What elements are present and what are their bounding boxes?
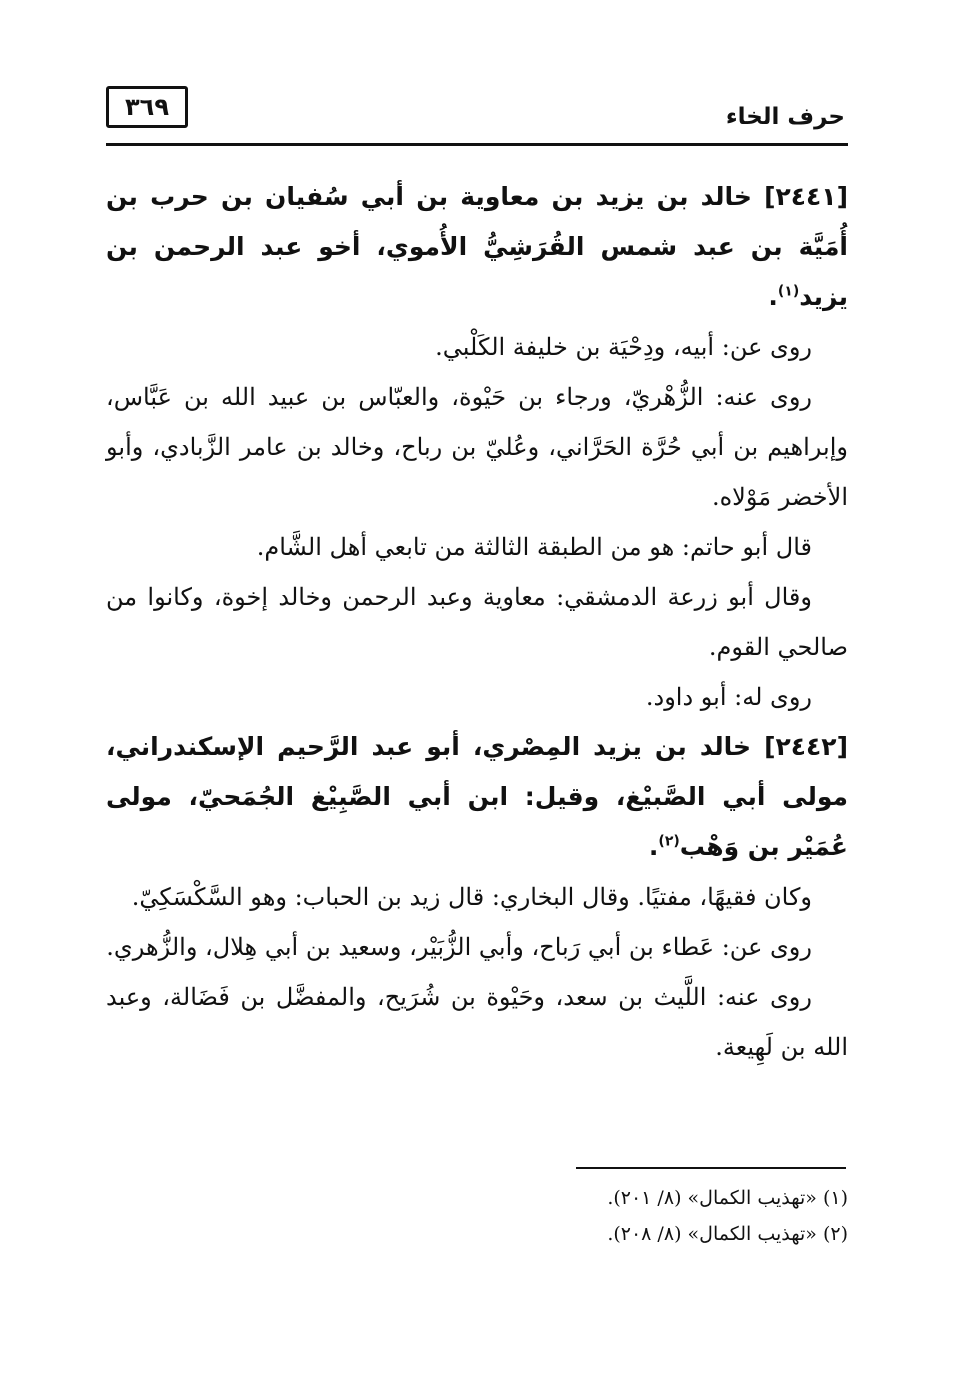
header-divider — [106, 143, 848, 146]
footnote: (٢) «تهذيب الكمال» (٨/ ٢٠٨). — [607, 1223, 848, 1245]
entry-heading — [106, 172, 848, 322]
entry-heading-text: [٢٤٤٢] خالد بن يزيد المِصْري، أبو عبد الرَّحيم الإسكندراني، مولى أبي الصَّبيْغ، وقيل: ابن أبي الصَّبِيْغ الجُمَحيّ، مولى عُمَيْر بن وَهْب — [106, 732, 848, 861]
paragraph: روى عن: أبيه، ودِحْيَة بن خليفة الكَلْبي. — [435, 333, 812, 361]
paragraph: روى له: أبو داود. — [645, 683, 812, 711]
paragraph: وقال أبو زرعة الدمشقي: معاوية وعبد الرحمن وخالد إخوة، وكانوا من صالحي القوم. — [106, 583, 848, 661]
entry-heading-text: [٢٤٤١] خالد بن يزيد بن معاوية بن أبي سُفيان بن حرب بن أُمَيَّة بن عبد شمس القُرَشِيُّ الأُموي، أخو عبد الرحمن بن يزيد — [106, 182, 848, 311]
main-text — [106, 172, 848, 1072]
heading-end: . — [768, 282, 778, 311]
paragraph: روى عنه: اللَّيث بن سعد، وحَيْوة بن شُرَيح، والمفضَّل بن فَضَالة، وعبد الله بن لَهِيعة. — [106, 983, 848, 1061]
footnote-marker: (١) — [777, 283, 800, 300]
paragraph: روى عنه: الزُّهْريّ، ورجاء بن حَيْوة، والعبّاس بن عبيد الله بن عَبَّاس، وإبراهيم بن أبي حُرَّة الحَرَّاني، وعُليّ بن رباح، وخالد بن عامر الزَّبادي، وأبو الأخضر مَوْلاه. — [106, 383, 848, 511]
paragraph: وكان فقيهًا، مفتيًا. وقال البخاري: قال زيد بن الحباب: وهو السَّكْسَكِيّ. — [131, 883, 812, 911]
heading-end: . — [648, 832, 659, 861]
entry-heading — [106, 722, 848, 872]
running-head: حرف الخاء — [725, 104, 845, 130]
entry-2442 — [106, 722, 848, 1072]
footnote-marker: (٢) — [658, 833, 680, 850]
footnotes — [106, 1180, 848, 1252]
paragraph: قال أبو حاتم: هو من الطبقة الثالثة من تابعي أهل الشَّام. — [256, 533, 812, 561]
page-number: ٣٦٩ — [106, 86, 188, 128]
paragraph: روى عن: عَطاء بن أبي رَباح، وأبي الزُّبَيْر، وسعيد بن أبي هِلال، والزُّهري. — [106, 933, 812, 961]
footnote-divider — [576, 1167, 846, 1169]
footnote: (١) «تهذيب الكمال» (٨/ ٢٠١). — [607, 1187, 848, 1209]
entry-2441 — [106, 172, 848, 722]
